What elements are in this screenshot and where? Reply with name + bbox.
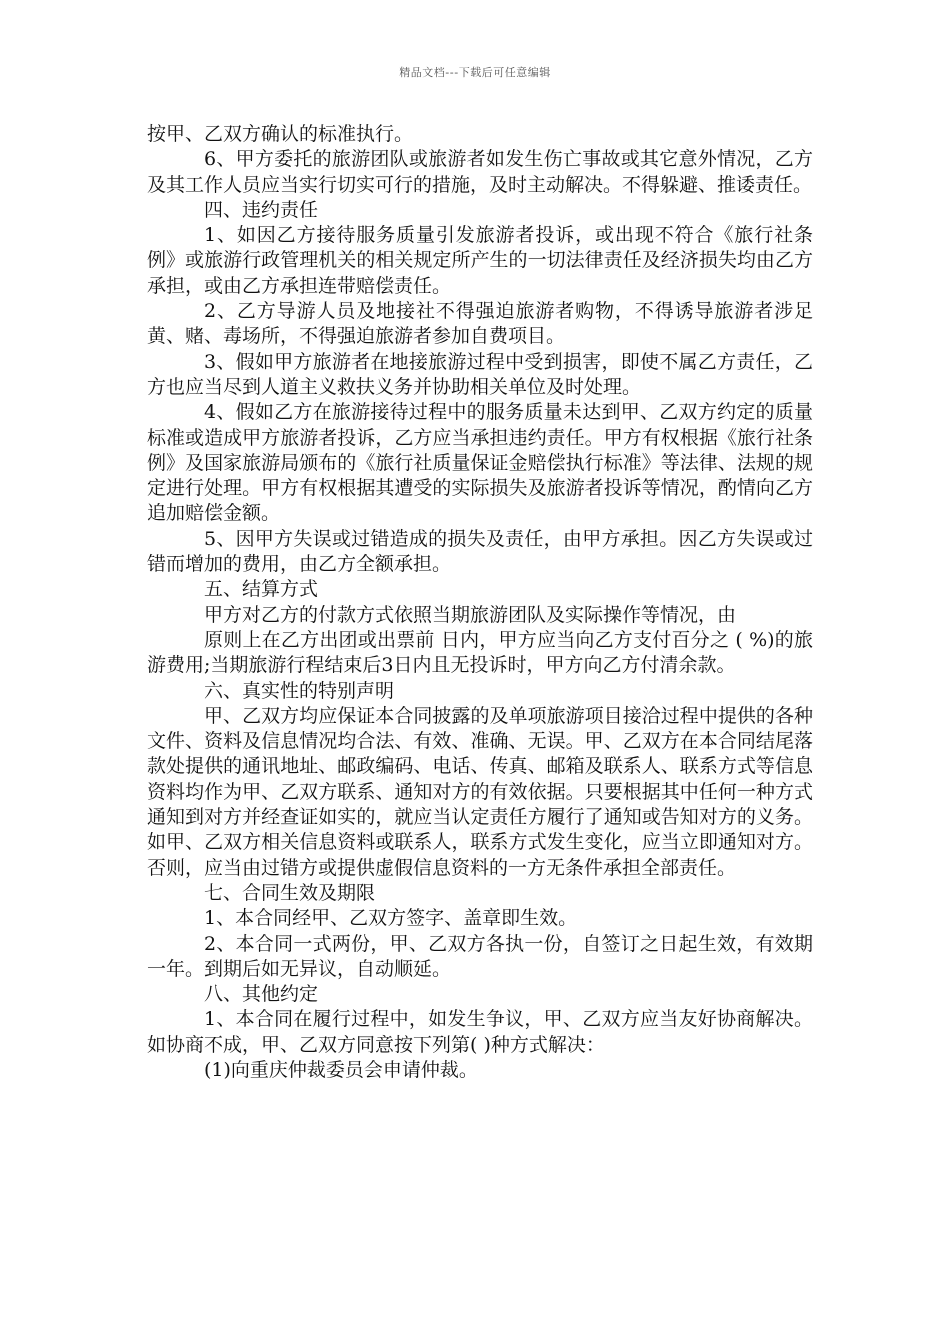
paragraph: 3、假如甲方旅游者在地接旅游过程中受到损害，即使不属乙方责任，乙方也应当尽到人道主义救扶义务并协助相关单位及时处理。 (147, 350, 813, 398)
paragraph: 6、甲方委托的旅游团队或旅游者如发生伤亡事故或其它意外情况，乙方及其工作人员应当实行切实可行的措施，及时主动解决。不得躲避、推诿责任。 (147, 148, 813, 196)
paragraph: (1)向重庆仲裁委员会申请仲裁。 (204, 1058, 478, 1081)
paragraph: 按甲、乙双方确认的标准执行。 (147, 123, 414, 145)
paragraph: 5、因甲方失误或过错造成的损失及责任，由甲方承担。因乙方失误或过错而增加的费用，由乙方全额承担。 (147, 527, 813, 576)
paragraph: 1、本合同经甲、乙双方签字、盖章即生效。 (204, 907, 578, 930)
document-body (147, 122, 813, 1083)
page-header: 精品文档---下载后可任意编辑 (399, 66, 551, 79)
section-heading: 五、结算方式 (204, 578, 319, 601)
section-heading: 四、违约责任 (204, 198, 319, 221)
section-heading: 八、其他约定 (204, 983, 319, 1006)
paragraph: 甲方对乙方的付款方式依照当期旅游团队及实际操作等情况，由 (204, 603, 737, 626)
section-heading: 七、合同生效及期限 (204, 881, 376, 904)
paragraph: 1、如因乙方接待服务质量引发旅游者投诉，或出现不符合《旅行社条例》或旅游行政管理机关的相关规定所产生的一切法律责任及经济损失均由乙方承担，或由乙方承担连带赔偿责任。 (147, 224, 813, 297)
paragraph: 原则上在乙方出团或出票前 日内，甲方应当向乙方支付百分之 ( %)的旅游费用;当期旅游行程结束后3日内且无投诉时，甲方向乙方付清余款。 (147, 628, 813, 677)
paragraph: 甲、乙双方均应保证本合同披露的及单项旅游项目接洽过程中提供的各种文件、资料及信息情况均合法、有效、准确、无误。甲、乙双方在本合同结尾落款处提供的通讯地址、邮政编码、电话、传真、邮箱及联系人、联系方式等信息资料均作为甲、乙双方联系、通知对方的有效依据。只要根据其中任何一种方式通知到对方并经查证如实的，就应当认定责任方履行了通知或告知对方的义务。如甲、乙双方相关信息资料或联系人，联系方式发生变化，应当立即通知对方。否则，应当由过错方或提供虚假信息资料的一方无条件承担全部责任。 (147, 704, 813, 879)
paragraph: 2、乙方导游人员及地接社不得强迫旅游者购物，不得诱导旅游者涉足黄、赌、毒场所，不得强迫旅游者参加自费项目。 (147, 300, 813, 348)
paragraph: 2、本合同一式两份，甲、乙双方各执一份，自签订之日起生效，有效期一年。到期后如无异议，自动顺延。 (147, 932, 813, 980)
paragraph: 4、假如乙方在旅游接待过程中的服务质量未达到甲、乙双方约定的质量标准或造成甲方旅游者投诉，乙方应当承担违约责任。甲方有权根据《旅行社条例》及国家旅游局颁布的《旅行社质量保证金赔偿执行标准》等法律、法规的规定进行处理。甲方有权根据其遭受的实际损失及旅游者投诉等情况，酌情向乙方追加赔偿金额。 (147, 401, 813, 525)
section-heading: 六、真实性的特别声明 (204, 679, 395, 702)
paragraph: 1、本合同在履行过程中，如发生争议，甲、乙双方应当友好协商解决。如协商不成，甲、乙双方同意按下列第( )种方式解决： (147, 1008, 813, 1056)
